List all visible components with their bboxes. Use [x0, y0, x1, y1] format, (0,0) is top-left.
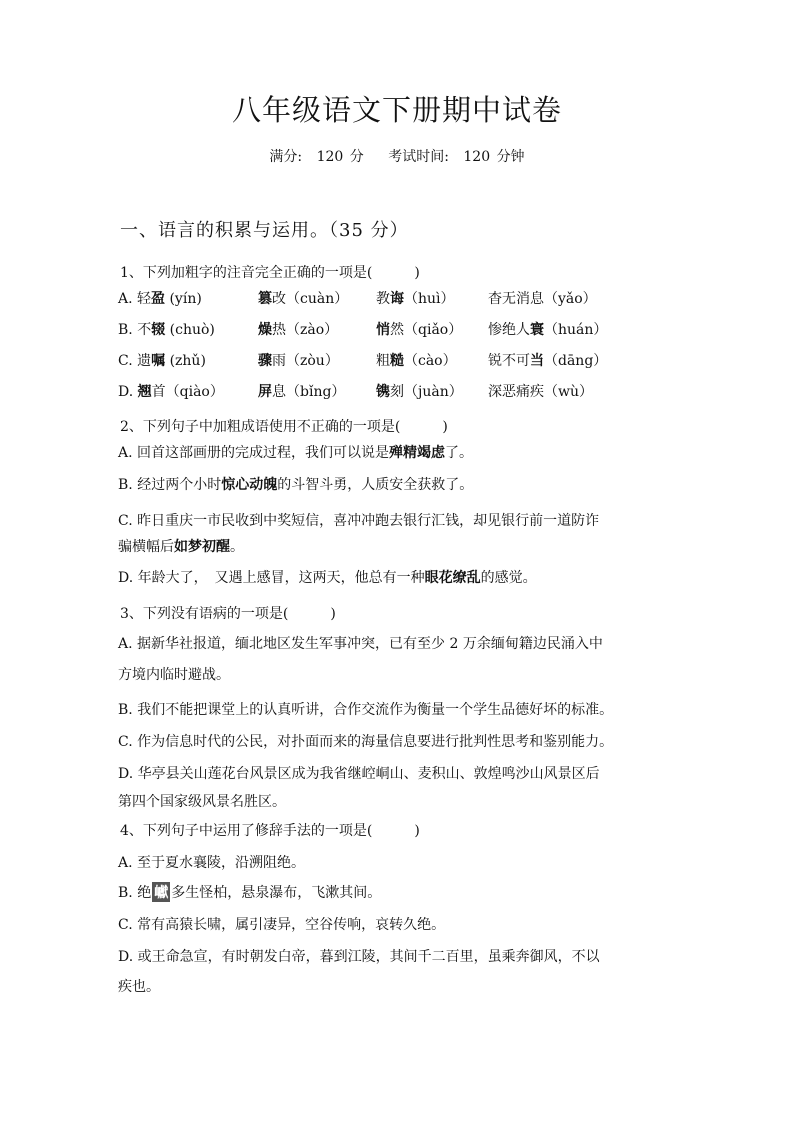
- q3-option-a-line2: 方境内临时避战。: [118, 667, 230, 683]
- q2-option-a: A. 回首这部画册的完成过程，我们可以说是殚精竭虑了。: [118, 445, 474, 461]
- exam-info: [0, 146, 794, 166]
- rare-character: 巘: [152, 882, 170, 902]
- q2-option-b: B. 经过两个小时惊心动魄的斗智斗勇，人质安全获救了。: [118, 477, 474, 493]
- q4-option-d-line1: D. 或王命急宣，有时朝发白帝，暮到江陵，其间千二百里，虽乘奔御风，不以: [118, 949, 600, 965]
- question-3-stem: 3、下列没有语病的一项是( ): [120, 606, 336, 622]
- time-value: 120 分钟: [463, 149, 525, 165]
- section-heading: 一、语言的积累与运用。（35 分）: [120, 220, 409, 241]
- q3-option-b: B. 我们不能把课堂上的认真听讲，合作交流作为衡量一个学生品德好坏的标准。: [118, 702, 614, 718]
- page-title: 八年级语文下册期中试卷: [231, 93, 562, 127]
- q3-option-a-line1: A. 据新华社报道，缅北地区发生军事冲突，已有至少 2 万余缅甸籍边民涌入中: [118, 636, 603, 652]
- q2-option-c-line2: 骗横幅后如梦初醒。: [118, 539, 244, 555]
- score-value: 120 分: [316, 149, 364, 165]
- exam-page: 八年级语文下册期中试卷 满分: 120 分 考试时间: 120 分钟 一、语言的积累与运用。（35 分） 1、下列加粗字的注音完全正确的一项是( ) A. 轻盈 (yín) 篡改（cuàn） 教诲（huì） 杳无消息（yǎo） B. 不辍 (chuò) 燥热（zào） 悄然（qiǎo） 惨绝人寰（huán） C. 遗嘱 (zhǔ) 骤雨（zòu） 粗糙（cào） 锐不可当（dāng） D. 翘首（qiào） 屏息（bǐng） 镌刻（juàn） 深恶痛疾（wù） 2、下列句子中加粗成语使用不正确的一项是( ) A. 回首这部画册的完成过程，我们可以说是殚精竭虑了。 B. 经过两个小时惊心动魄的斗智斗勇，人质安全获救了。 C. 昨日重庆一市民收到中奖短信，喜冲冲跑去银行汇钱，却见银行前一道防诈 骗横幅后如梦初醒。 D. 年龄大了， 又遇上感冒，这两天，他总有一种眼花缭乱的感觉。 3、下列没有语病的一项是( ) A. 据新华社报道，缅北地区发生军事冲突，已有至少 2 万余缅甸籍边民涌入中 方境内临时避战。 B. 我们不能把课堂上的认真听讲，合作交流作为衡量一个学生品德好坏的标准。 C. 作为信息时代的公民，对扑面而来的海量信息要进行批判性思考和鉴别能力。 D. 华亭县关山莲花台风景区成为我省继崆峒山、麦积山、敦煌鸣沙山风景区后 第四个国家级风景名胜区。 4、下列句子中运用了修辞手法的一项是( ) A. 至于夏水襄陵，沿溯阻绝。 B. 绝 巘 多生怪柏，悬泉瀑布，飞漱其间。 C. 常有高猿长啸，属引凄异，空谷传响，哀转久绝。 D. 或王命急宣，有时朝发白帝，暮到江陵，其间千二百里，虽乘奔御风，不以 疾也。: [0, 0, 794, 1123]
- score-label: 满分:: [269, 149, 303, 165]
- q4-option-c: C. 常有高猿长啸，属引凄异，空谷传响，哀转久绝。: [118, 917, 446, 933]
- q4-option-a: A. 至于夏水襄陵，沿溯阻绝。: [118, 855, 306, 871]
- question-1-stem: 1、下列加粗字的注音完全正确的一项是( ): [120, 265, 420, 281]
- q2-option-c-line1: C. 昨日重庆一市民收到中奖短信，喜冲冲跑去银行汇钱，却见银行前一道防诈: [118, 513, 600, 529]
- q3-option-d-line2: 第四个国家级风景名胜区。: [118, 794, 286, 810]
- q4-option-b: B. 绝 巘 多生怪柏，悬泉瀑布，飞漱其间。: [118, 882, 381, 902]
- q2-option-d: D. 年龄大了， 又遇上感冒，这两天，他总有一种眼花缭乱的感觉。: [118, 570, 537, 586]
- q3-option-c: C. 作为信息时代的公民，对扑面而来的海量信息要进行批判性思考和鉴别能力。: [118, 734, 614, 750]
- time-label: 考试时间:: [388, 149, 449, 165]
- question-2-stem: 2、下列句子中加粗成语使用不正确的一项是( ): [120, 419, 448, 435]
- q4-option-d-line2: 疾也。: [118, 979, 160, 995]
- question-4-stem: 4、下列句子中运用了修辞手法的一项是( ): [120, 823, 420, 839]
- q3-option-d-line1: D. 华亭县关山莲花台风景区成为我省继崆峒山、麦积山、敦煌鸣沙山风景区后: [118, 766, 600, 782]
